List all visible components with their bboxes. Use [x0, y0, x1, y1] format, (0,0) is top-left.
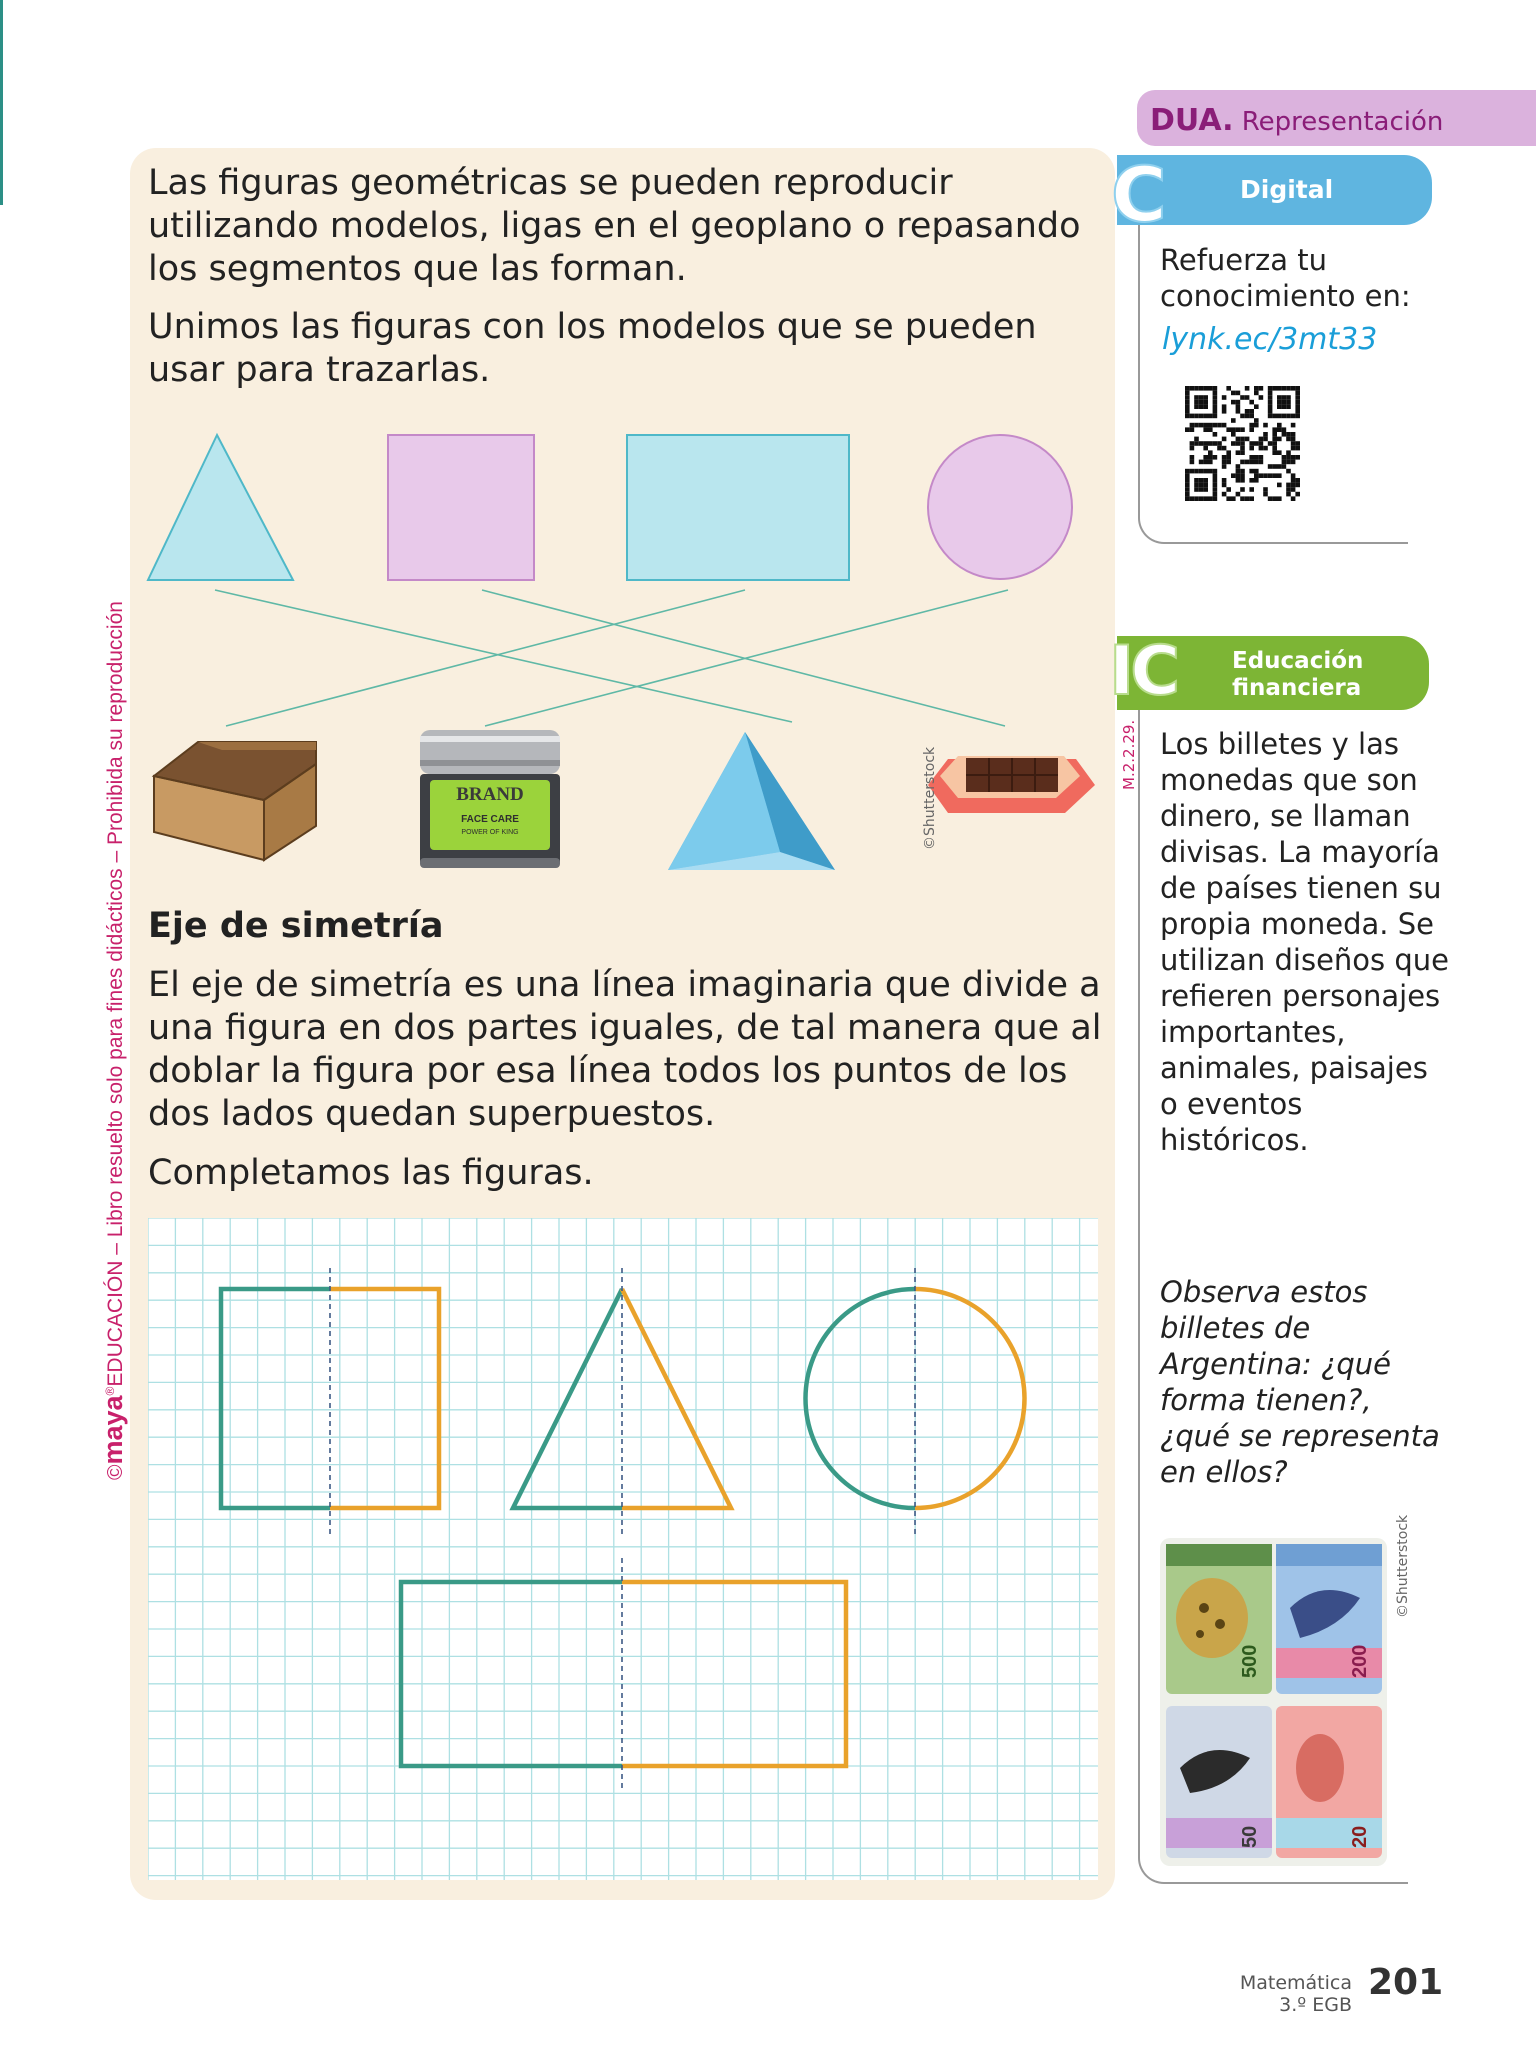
instruction-match: Unimos las figuras con los modelos que se pueden usar para trazarlas.: [148, 307, 1037, 390]
svg-text:20: 20: [1349, 1825, 1371, 1848]
image-credit: ©Shutterstock: [922, 746, 938, 850]
svg-text:POWER OF KING: POWER OF KING: [461, 829, 519, 836]
svg-text:500: 500: [1239, 1644, 1261, 1678]
svg-text:200: 200: [1349, 1644, 1371, 1678]
finance-tab-label: Educación financiera: [1232, 648, 1364, 701]
cream-jar-icon: [420, 730, 560, 868]
copyright-notice: ©maya®EDUCACIÓN – Libro resuelto solo para fines didácticos – Prohibida su reproducción: [98, 601, 128, 1480]
digital-text: Refuerza tu conocimiento en:: [1160, 243, 1411, 313]
argentina-banknotes-image: [1160, 1538, 1387, 1866]
instruction-complete: Completamos las figuras.: [148, 1153, 594, 1193]
curriculum-code: M.2.2.29.: [1120, 719, 1138, 790]
chocolate-box-icon: [928, 756, 1095, 813]
triangle-shape: [148, 435, 293, 580]
symmetry-grid: [148, 1218, 1098, 1880]
intro-paragraph: Las figuras geométricas se pueden reproducir utilizando modelos, ligas en el geoplano o repasando los segmentos que las forman.: [148, 163, 1081, 289]
cardboard-box-icon: [154, 742, 316, 860]
dua-title: DUA. Representación: [1150, 103, 1444, 138]
finance-ic-icon: IC: [1109, 632, 1177, 711]
svg-text:BRAND: BRAND: [456, 784, 524, 805]
match-lines: [215, 590, 1008, 726]
footer-subject: Matemática 3.º EGB: [1239, 1972, 1352, 2016]
symmetry-definition: El eje de simetría es una línea imaginaria que divide a una figura en dos partes iguales, de tal manera que al doblar la figura por esa línea todos los puntos de los dos lados quedan superpuestos.: [148, 965, 1102, 1134]
finance-question: Observa estos billetes de Argentina: ¿qué forma tienen?, ¿qué se representa en ellos?: [1160, 1275, 1440, 1489]
banknote-50: [1166, 1706, 1272, 1858]
finance-text: Los billetes y las monedas que son dinero, se llaman divisas. La mayoría de países tienen su propia moneda. Se utilizan diseños que refieren personajes importantes, animales, paisajes o eventos históricos.: [1160, 727, 1450, 1157]
square-shape: [388, 435, 534, 580]
circle-shape: [928, 435, 1072, 579]
qr-code-icon[interactable]: [1165, 378, 1310, 506]
section-heading: Eje de simetría: [148, 906, 444, 946]
digital-c-icon: C: [1111, 150, 1167, 239]
svg-text:50: 50: [1239, 1825, 1261, 1848]
match-line-triangle-prism: [215, 590, 792, 722]
page-edge-bar: [0, 0, 3, 205]
digital-link[interactable]: lynk.ec/3mt33: [1162, 322, 1378, 357]
digital-tab-label: Digital: [1240, 175, 1334, 204]
page-number: 201: [1368, 1962, 1444, 2003]
matching-exercise: [130, 420, 1115, 890]
banknote-200: [1276, 1544, 1382, 1694]
svg-text:FACE CARE: FACE CARE: [461, 814, 519, 825]
banknote-image-credit: ©Shutterstock: [1395, 1514, 1411, 1618]
banknote-500: [1166, 1544, 1272, 1694]
rectangle-shape: [627, 435, 849, 580]
banknote-20: [1276, 1706, 1382, 1858]
triangular-prism-icon: [668, 732, 835, 870]
